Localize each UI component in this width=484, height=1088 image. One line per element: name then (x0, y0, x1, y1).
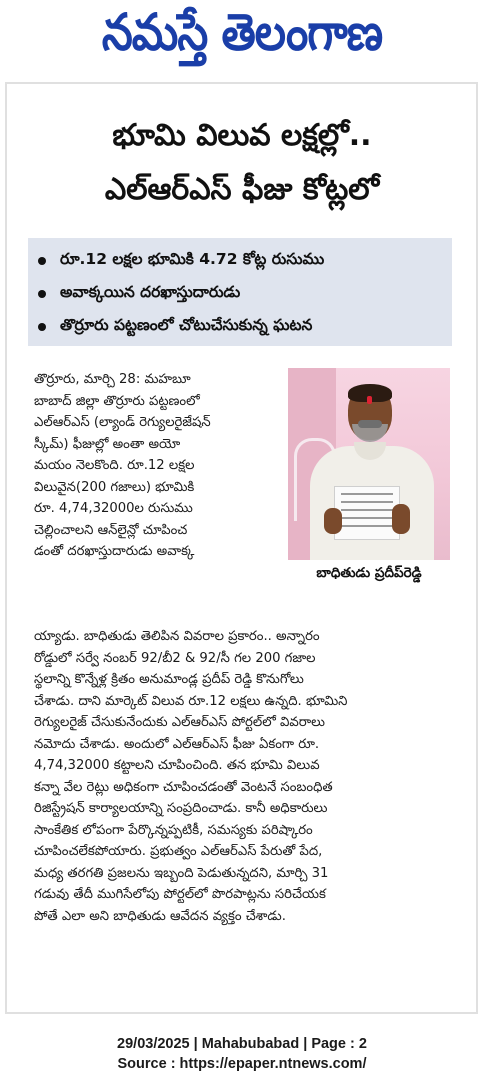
body-line: డంతో దరఖాస్తుదారుడు అవాక్క (34, 544, 195, 559)
bullet-text: అవాక్కయిన దరఖాస్తుదారుడు (60, 282, 241, 301)
body-line: రిజిస్ట్రేషన్‌ కార్యాలయాన్ని సంప్రదించాడు. కానీ అధికారులు (34, 801, 328, 816)
left-border (5, 82, 7, 1012)
bottom-border (5, 1012, 478, 1014)
body-line: రోడ్డులో సర్వే నంబర్‌ 92/బీ2 & 92/సీ గల 200 గజాల (34, 650, 316, 666)
newspaper-logo: నమస్తే తెలంగాణ (101, 3, 383, 62)
body-line: చెల్లించాలని ఆన్‌లైన్లో చూపించ (34, 522, 188, 538)
body-line: చేశాడు. దాని మార్కెట్‌ విలువ రూ.12 లక్షలు ఉన్నది. భూమిని (34, 693, 348, 709)
body-line: స్కీమ్‌) ఫీజుల్లో అంతా అయో (34, 436, 181, 452)
body-line: విలువైన(200 గజాలు) భూమికి (34, 479, 195, 495)
bullet-item (28, 244, 452, 277)
body-line: స్థలాన్ని కొన్నేళ్ల క్రితం అనుమాండ్ల ప్రదీప్‌ రెడ్డి కొనుగోలు (34, 672, 304, 687)
bullet-text: తొర్రూరు పట్టణంలో చోటుచేసుకున్న ఘటన (60, 315, 313, 334)
body-line: తొర్రూరు, మార్చి 28: మహబూ (34, 372, 191, 387)
body-line: కన్నా వేల రెట్లు అధికంగా చూపించడంతో వెంటనే సంబంధిత (34, 779, 333, 795)
body-line: మయం నెలకొంది. రూ.12 లక్షల (34, 458, 195, 473)
body-line: రెగ్యులరైజ్‌ చేసుకునేందుకు ఎల్‌ఆర్‌ఎస్‌ పోర్టల్‌లో వివరాలు (34, 715, 325, 730)
body-line: య్యాడు. బాధితుడు తెలిపిన వివరాల ప్రకారం.. అన్నారం (34, 629, 320, 644)
bullet-item (28, 310, 452, 343)
bullet-icon (38, 323, 46, 331)
body-line: పోతే ఎలా అని బాధితుడు ఆవేదన వ్యక్తం చేశాడు. (34, 908, 286, 924)
body-line: బాబాద్‌ జిల్లా తొర్రూరు పట్టణంలో (34, 393, 200, 409)
victim-photo (288, 368, 450, 560)
headline-line-2: ఎల్‌ఆర్‌ఎస్‌ ఫీజు కోట్లలో (104, 172, 380, 207)
body-line: రూ. 4,74,32000ల రుసుము (34, 501, 193, 516)
right-border (476, 82, 478, 1012)
bullet-icon (38, 257, 46, 265)
body-line: చూపించలేకపోయారు. ప్రభుత్వం ఎల్‌ఆర్‌ఎస్‌ పేరుతో పేద, (34, 844, 323, 859)
body-line: ఎల్‌ఆర్‌ఎస్‌ (ల్యాండ్‌ రెగ్యులరైజేషన్‌ (34, 415, 211, 430)
body-line: సాంకేతిక లోపంగా పేర్కొన్నప్పటికీ, సమస్యకు పరిష్కారం (34, 822, 313, 838)
top-border (5, 82, 478, 84)
headline-line-1: భూమి విలువ లక్షల్లో.. (112, 118, 372, 153)
footer-source: Source : https://epaper.ntnews.com/ (117, 1056, 367, 1072)
body-line: మధ్య తరగతి ప్రజలను ఇబ్బంది పెడుతున్నదని, మార్చి 31 (34, 865, 329, 881)
body-line: 4,74,32000 కట్టాలని చూపించింది. తన భూమి విలువ (34, 758, 320, 773)
body-line: గడువు తేదీ ముగిసేలోపు పోర్టల్‌లో పొరపాట్లను సరిచేయక (34, 887, 326, 902)
masthead (0, 0, 484, 78)
article-body-intro (34, 369, 278, 563)
article-body (34, 626, 450, 927)
body-line: నమోదు చేశాడు. అందులో ఎల్‌ఆర్‌ఎస్‌ ఫీజు ఏకంగా రూ. (34, 736, 320, 752)
summary-bullets (28, 238, 452, 346)
footer-date-edition: 29/03/2025 | Mahabubabad | Page : 2 (117, 1036, 367, 1052)
bullet-icon (38, 290, 46, 298)
bullet-item (28, 277, 452, 310)
photo-caption: బాధితుడు ప్రదీప్‌రెడ్డి (316, 565, 422, 581)
bullet-text: రూ.12 లక్షల భూమికి 4.72 కోట్ల రుసుము (60, 249, 325, 268)
